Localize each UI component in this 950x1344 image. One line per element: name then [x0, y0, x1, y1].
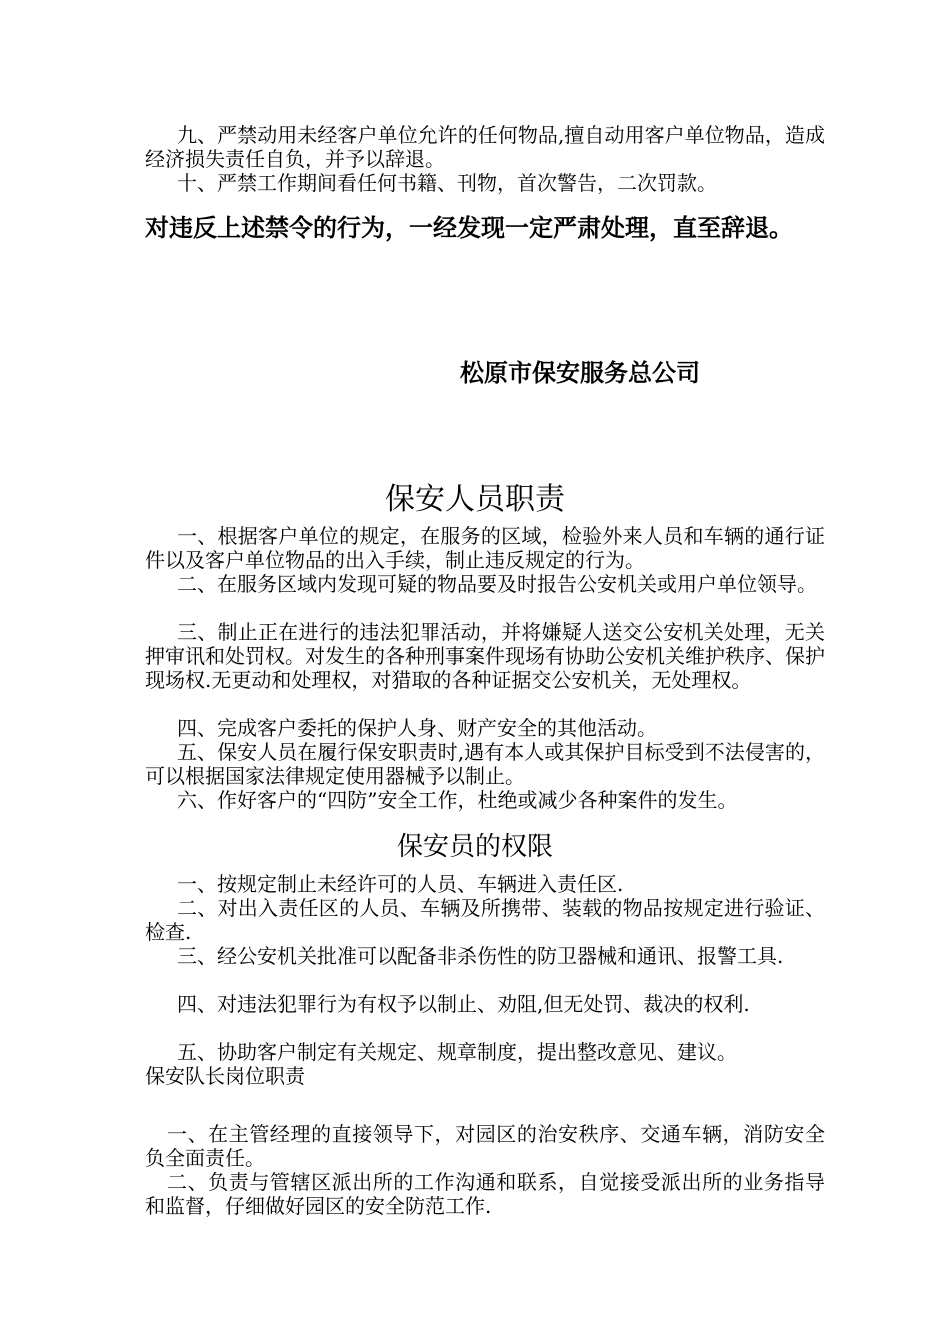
duty-item-6: 六、作好客户的“四防”安全工作，杜绝或减少各种案件的发生。	[177, 788, 738, 812]
rule-9-paragraph: 九、严禁动用未经客户单位允许的任何物品,擅自动用客户单位物品，造成经济损失责任自负，并予以辞退。	[145, 123, 825, 171]
captain-item-2: 二、负责与管辖区派出所的工作沟通和联系，自觉接受派出所的业务指导和监督，仔细做好园区的安全防范工作.	[145, 1170, 825, 1218]
captain-item-1: 一、在主管经理的直接领导下，对园区的治安秩序、交通车辆，消防安全负全面责任。	[145, 1122, 825, 1170]
duty-item-3: 三、制止正在进行的违法犯罪活动，并将嫌疑人送交公安机关处理，无关押审讯和处罚权。对发生的各种刑事案件现场有协助公安机关维护秩序、保护现场权.无更动和处理权，对猎取的各种证据交公安机关，无处理权。	[145, 620, 825, 692]
authority-item-5: 五、协助客户制定有关规定、规章制度，提出整改意见、建议。	[177, 1040, 737, 1064]
authority-item-2: 二、对出入责任区的人员、车辆及所携带、装载的物品按规定进行验证、检查.	[145, 896, 825, 944]
duty-item-4: 四、完成客户委托的保护人身、财产安全的其他活动。	[177, 716, 657, 740]
company-name: 松原市保安服务总公司	[460, 359, 700, 387]
rule-10-paragraph: 十、严禁工作期间看任何书籍、刊物，首次警告，二次罚款。	[177, 171, 717, 195]
authority-item-4: 四、对违法犯罪行为有权予以制止、劝阻,但无处罚、裁决的权利.	[177, 992, 750, 1016]
authority-title: 保安员的权限	[396, 832, 553, 862]
duty-item-5: 五、保安人员在履行保安职责时,遇有本人或其保护目标受到不法侵害的，可以根据国家法律规定使用器械予以制止。	[145, 740, 825, 788]
captain-duties-heading: 保安队长岗位职责	[145, 1064, 305, 1088]
duty-item-2: 二、在服务区域内发现可疑的物品要及时报告公安机关或用户单位领导。	[177, 572, 817, 596]
duties-title: 保安人员职责	[385, 482, 565, 517]
authority-item-3: 三、经公安机关批准可以配备非杀伤性的防卫器械和通讯、报警工具.	[177, 944, 784, 968]
violation-notice: 对违反上述禁令的行为，一经发现一定严肃处理，直至辞退。	[145, 214, 793, 242]
duty-item-1: 一、根据客户单位的规定，在服务的区域，检验外来人员和车辆的通行证件以及客户单位物品的出入手续，制止违反规定的行为。	[145, 524, 825, 572]
authority-item-1: 一、按规定制止未经许可的人员、车辆进入责任区.	[177, 872, 624, 896]
